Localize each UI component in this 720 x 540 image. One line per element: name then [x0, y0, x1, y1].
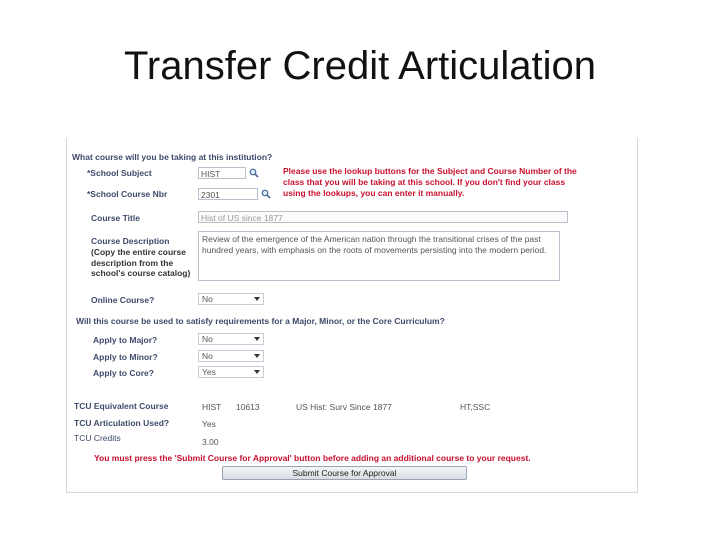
school-subject-input[interactable]: HIST — [198, 167, 246, 179]
chevron-down-icon — [254, 297, 260, 301]
course-form-panel — [66, 138, 638, 493]
submit-warning: You must press the 'Submit Course for Approval' button before adding an additional course to your request. — [94, 453, 531, 463]
apply-core-label: Apply to Core? — [93, 368, 154, 378]
tcu-equivalent-subject: HIST — [202, 402, 222, 412]
tcu-credits-label: TCU Credits — [74, 433, 121, 443]
online-course-value: No — [202, 294, 213, 304]
question-requirements: Will this course be used to satisfy requirements for a Major, Minor, or the Core Curriculum? — [76, 316, 445, 326]
lookup-instructions: Please use the lookup buttons for the Subject and Course Number of the class that you will be taking at this school. If you don't find your class using the lookups, you can enter it manually. — [283, 166, 577, 198]
chevron-down-icon — [254, 337, 260, 341]
apply-minor-select[interactable] — [198, 350, 264, 362]
course-description-textarea[interactable]: Review of the emergence of the American nation through the transitional crises of the past hundred years, with emphasis on the roots of movements persisting into the modern period. — [198, 231, 560, 281]
tcu-articulation-value: Yes — [202, 419, 216, 429]
course-description-hint: (Copy the entire course description from the school's course catalog) — [91, 247, 191, 278]
apply-core-value: Yes — [202, 367, 216, 377]
course-nbr-lookup-icon[interactable] — [261, 189, 271, 199]
tcu-articulation-label: TCU Articulation Used? — [74, 418, 170, 428]
school-subject-label: *School Subject — [87, 168, 152, 178]
school-course-nbr-input[interactable]: 2301 — [198, 188, 258, 200]
online-course-select[interactable] — [198, 293, 264, 305]
tcu-equivalent-number: 10613 — [236, 402, 260, 412]
apply-major-value: No — [202, 334, 213, 344]
apply-major-select[interactable] — [198, 333, 264, 345]
chevron-down-icon — [254, 370, 260, 374]
course-title-label: Course Title — [91, 213, 140, 223]
slide-title: Transfer Credit Articulation — [123, 44, 597, 88]
tcu-equivalent-title: US Hist: Surv Since 1877 — [296, 402, 392, 412]
apply-major-label: Apply to Major? — [93, 335, 158, 345]
tcu-equivalent-attributes: HT,SSC — [460, 402, 491, 412]
submit-course-button[interactable]: Submit Course for Approval — [222, 466, 467, 480]
course-description-label: Course Description — [91, 236, 170, 246]
apply-minor-value: No — [202, 351, 213, 361]
chevron-down-icon — [254, 354, 260, 358]
subject-lookup-icon[interactable] — [249, 168, 259, 178]
question-course: What course will you be taking at this institution? — [72, 152, 273, 162]
apply-minor-label: Apply to Minor? — [93, 352, 158, 362]
online-course-label: Online Course? — [91, 295, 155, 305]
course-title-input[interactable]: Hist of US since 1877 — [198, 211, 568, 223]
tcu-credits-value: 3.00 — [202, 437, 219, 447]
tcu-equivalent-label: TCU Equivalent Course — [74, 401, 169, 411]
school-course-nbr-label: *School Course Nbr — [87, 189, 168, 199]
apply-core-select[interactable] — [198, 366, 264, 378]
